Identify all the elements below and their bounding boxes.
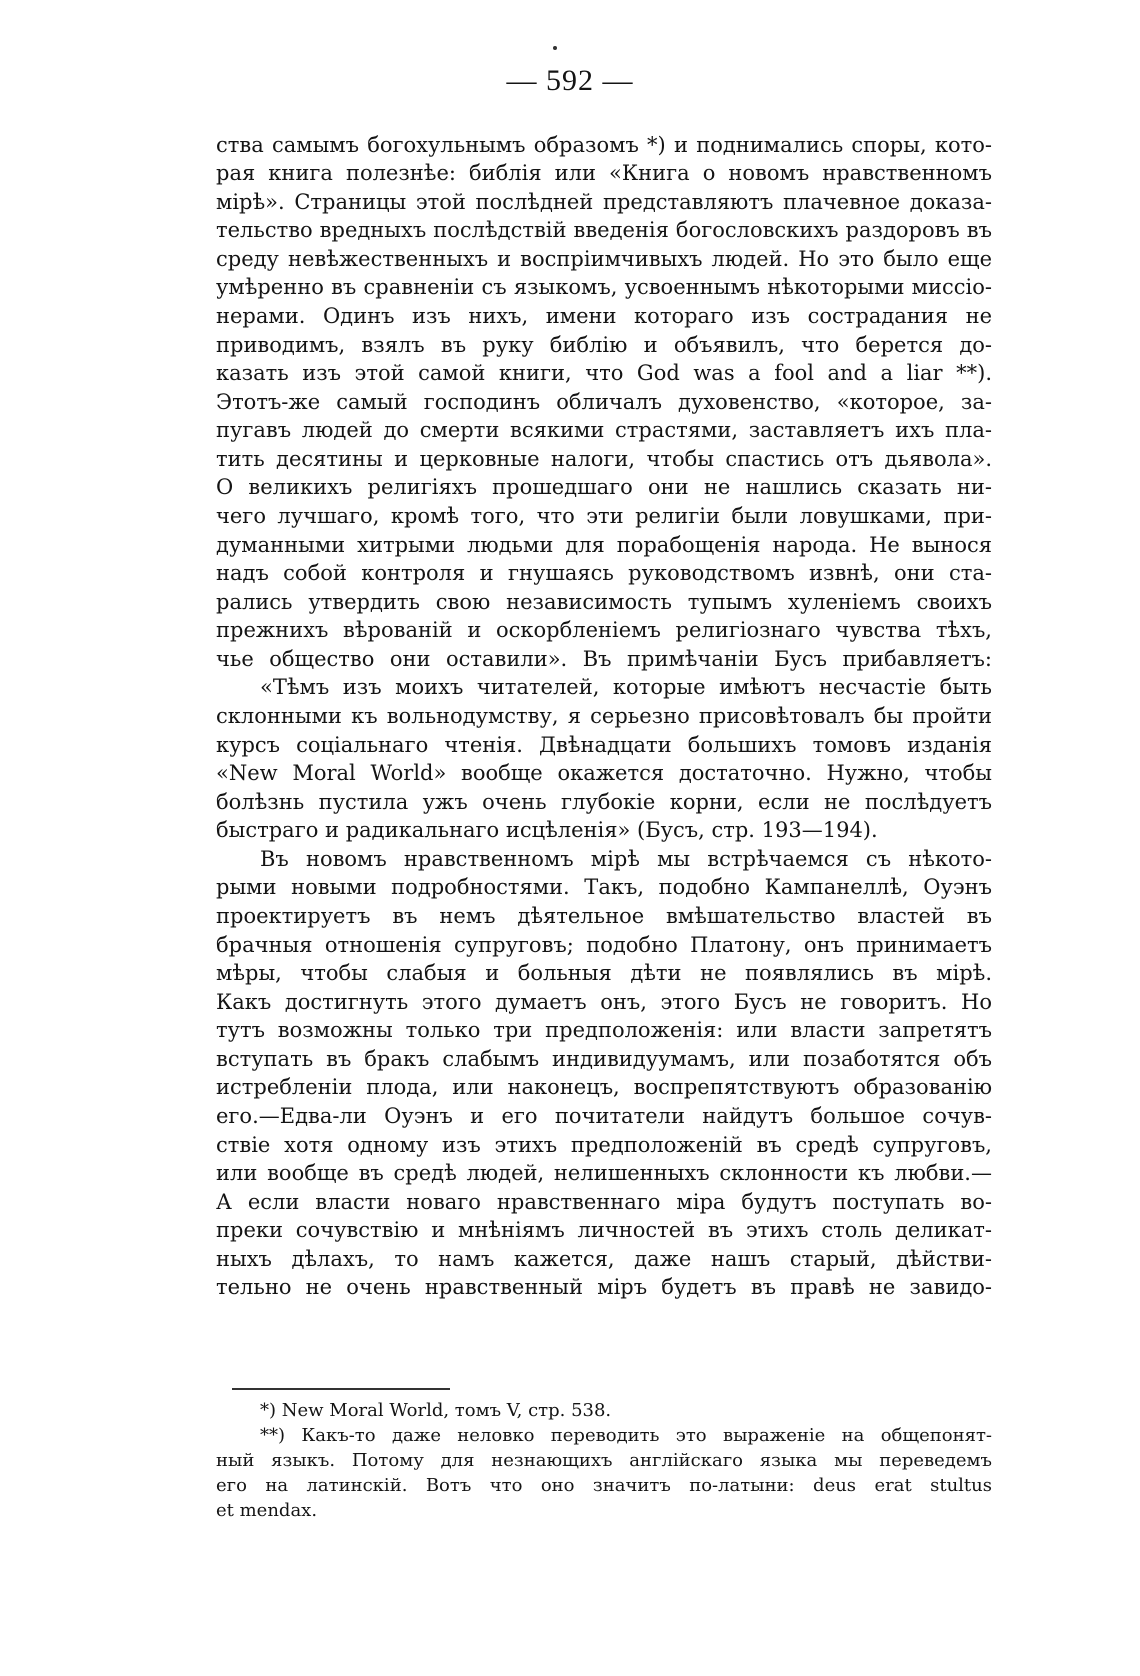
text-line: ствіе хотя одному изъ этихъ предположеній въ средѣ супруговъ, (216, 1133, 992, 1157)
text-line: «New Moral World» вообще окажется достаточно. Нужно, чтобы (216, 761, 992, 785)
footnote-line: **) Какъ-то даже неловко переводить это выраженіе на общепонят- (260, 1425, 992, 1446)
footnote-line: *) New Moral World, томъ V, стр. 538. (260, 1400, 612, 1421)
text-line: надъ собой контроля и гнушаясь руководствомъ извнѣ, они ста- (216, 561, 992, 585)
text-line: курсъ соціальнаго чтенія. Двѣнадцати большихъ томовъ изданія (216, 733, 992, 757)
text-line: истребленіи плода, или наконецъ, воспрепятствуютъ образованію (216, 1075, 992, 1099)
text-line: брачныя отношенія супруговъ; подобно Платону, онъ принимаетъ (216, 933, 992, 957)
text-line: тельство вредныхъ послѣдствій введенія богословскихъ раздоровъ въ (216, 218, 992, 242)
text-line: Въ новомъ нравственномъ мірѣ мы встрѣчаемся съ нѣкото- (260, 847, 992, 871)
text-line: его.—Едва-ли Оуэнъ и его почитатели найдутъ большое сочув- (216, 1104, 992, 1128)
footnote-line: et mendax. (216, 1500, 318, 1521)
text-line: «Тѣмъ изъ моихъ читателей, которые имѣютъ несчастіе быть (260, 675, 992, 699)
text-line: рались утвердить свою независимость тупымъ хуленіемъ своихъ (216, 590, 992, 614)
text-line: думанными хитрыми людьми для порабощенія народа. Не вынося (216, 533, 992, 557)
text-line: мірѣ». Страницы этой послѣдней представляютъ плачевное доказа- (216, 190, 992, 214)
text-line: О великихъ религіяхъ прошедшаго они не нашлись сказать ни- (216, 475, 992, 499)
text-line: А если власти новаго нравственнаго міра будутъ поступать во- (216, 1190, 992, 1214)
text-line: умѣренно въ сравненіи съ языкомъ, усвоеннымъ нѣкоторыми миссіо- (216, 275, 992, 299)
text-line: приводимъ, взялъ въ руку библію и объявилъ, что берется до- (216, 333, 992, 357)
text-line: Какъ достигнуть этого думаетъ онъ, этого Бусъ не говоритъ. Но (216, 990, 992, 1014)
text-line: склонными къ вольнодумству, я серьезно присовѣтовалъ бы пройти (216, 704, 992, 728)
text-line: рыми новыми подробностями. Такъ, подобно Кампанеллѣ, Оуэнъ (216, 875, 992, 899)
print-speck (553, 46, 557, 50)
text-line: проектируетъ въ немъ дѣятельное вмѣшательство властей въ (216, 904, 992, 928)
text-line: мѣры, чтобы слабыя и больныя дѣти не появлялись въ мірѣ. (216, 961, 992, 985)
text-line: среду невѣжественныхъ и воспріимчивыхъ людей. Но это было еще (216, 247, 992, 271)
text-line: пугавъ людей до смерти всякими страстями, заставляетъ ихъ пла- (216, 418, 992, 442)
footnote-divider (232, 1388, 450, 1390)
text-line: прежнихъ вѣрованій и оскорбленіемъ религіознаго чувства тѣхъ, (216, 618, 992, 642)
footnote-line: его на латинскій. Вотъ что оно значитъ по-латыни: deus erat stultus (216, 1475, 992, 1496)
footnote-line: ный языкъ. Потому для незнающихъ англійскаго языка мы переведемъ (216, 1450, 992, 1471)
text-line: или вообще въ средѣ людей, нелишенныхъ склонности къ любви.— (216, 1161, 992, 1185)
text-line: казать изъ этой самой книги, что God was a fool and a liar **). (216, 361, 992, 385)
text-line: нерами. Одинъ изъ нихъ, имени котораго изъ сострадания не (216, 304, 992, 328)
text-line: быстраго и радикальнаго исцѣленія» (Бусъ, стр. 193—194). (216, 818, 878, 842)
page-number: — 592 — (506, 64, 634, 97)
text-line: ныхъ дѣлахъ, то намъ кажется, даже нашъ старый, дѣйстви- (216, 1247, 992, 1271)
text-line: тельно не очень нравственный міръ будетъ въ правѣ не завидо- (216, 1275, 992, 1299)
text-line: вступать въ бракъ слабымъ индивидуумамъ, или позаботятся объ (216, 1047, 992, 1071)
text-line: чье общество они оставили». Въ примѣчаніи Бусъ прибавляетъ: (216, 647, 992, 671)
text-line: Этотъ-же самый господинъ обличалъ духовенство, «которое, за- (216, 390, 992, 414)
text-line: тутъ возможны только три предположенія: или власти запретятъ (216, 1018, 992, 1042)
text-line: чего лучшаго, кромѣ того, что эти религіи были ловушками, при- (216, 504, 992, 528)
text-line: рая книга полезнѣе: библія или «Книга о новомъ нравственномъ (216, 161, 992, 185)
text-line: болѣзнь пустила ужъ очень глубокіе корни, если не послѣдуетъ (216, 790, 992, 814)
text-line: преки сочувствію и мнѣніямъ личностей въ этихъ столь деликат- (216, 1218, 992, 1242)
text-line: тить десятины и церковные налоги, чтобы спастись отъ дьявола». (216, 447, 992, 471)
text-line: ства самымъ богохульнымъ образомъ *) и поднимались споры, кото- (216, 133, 992, 157)
